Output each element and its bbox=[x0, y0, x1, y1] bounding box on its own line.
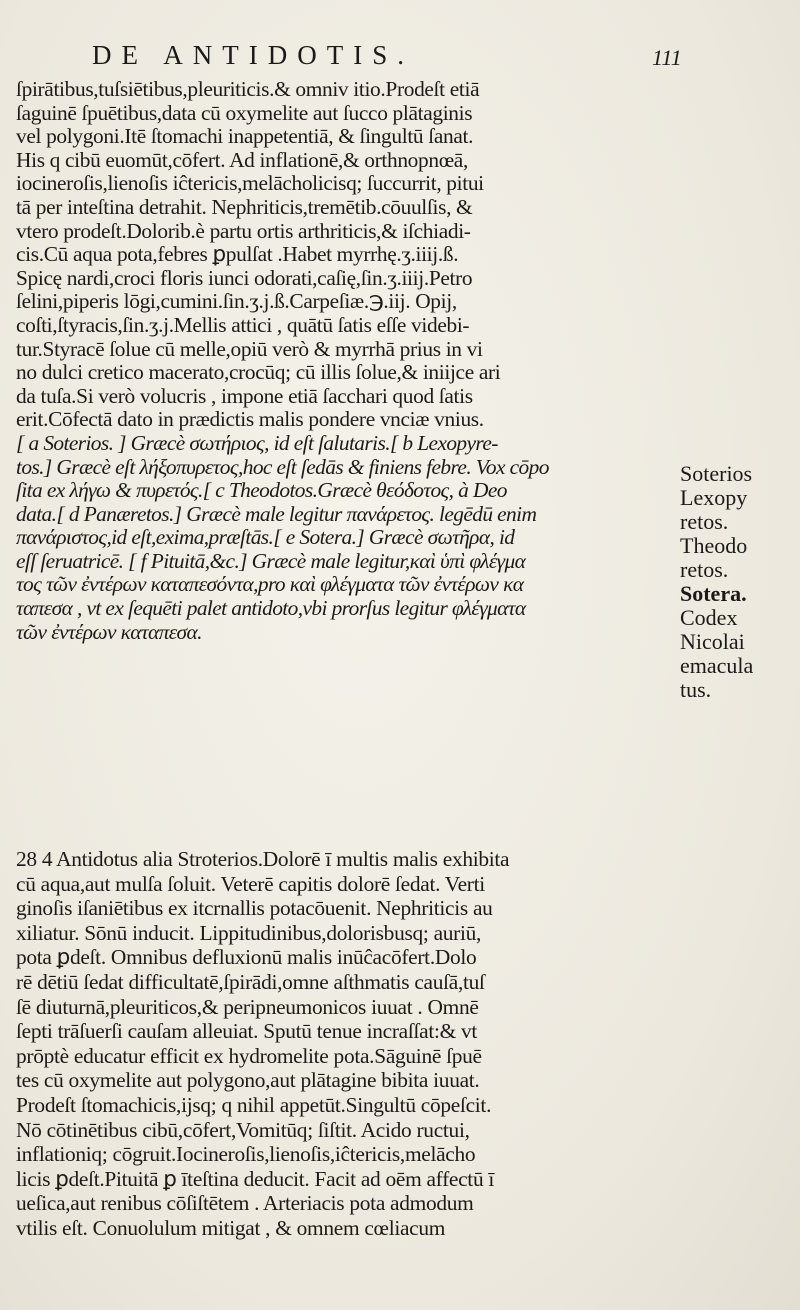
text-line: licis ꝑdeſt.Pituitā ꝑ īteſtina deducit. Facit ad oēm affectū ī bbox=[16, 1166, 495, 1191]
annotation-line: eſſ ſeruatricē. [ f Pituitā,&c.] Græcè male legitur,καὶ ὑπὶ φλέγμα bbox=[16, 549, 526, 573]
text-line: inflationiq; cōgruit.Iocineroſis,lienoſis,iĉtericis,melācho bbox=[16, 1142, 476, 1167]
text-line: tes cū oxymelite aut polygono,aut plātagine bibita iuuat. bbox=[16, 1068, 480, 1093]
margin-note: Sotera. bbox=[680, 581, 747, 606]
text-line: ſē diuturnā,pleuriticos,& peripneumonicos iuuat . Omnē bbox=[16, 994, 479, 1019]
annotation-line: data.[ d Panæretos.] Græcè male legitur πανάρετος. legēdū enim bbox=[16, 502, 537, 526]
text-line: erit.Cōfectā dato in prædictis malis pondere vnciæ vnius. bbox=[16, 408, 484, 432]
page-number: 111 bbox=[652, 45, 682, 70]
text-line: iocineroſis,lienoſis iĉtericis,melācholicisq; ſuccurrit, pitui bbox=[16, 172, 484, 196]
text-line: no dulci cretico macerato,crocūq; cū illis ſolue,& iniijce ari bbox=[16, 361, 501, 385]
annotation-line: ſita ex λήγω & πυρετός.[ c Theodotos.Græcè θεόδοτος, à Deo bbox=[16, 479, 507, 503]
second-antidote-paragraph bbox=[16, 847, 670, 1241]
margin-note: retos. bbox=[680, 509, 729, 534]
text-line: Spicę nardi,croci floris iunci odorati,caſię,ſin.ʒ.iiij.Petro bbox=[16, 266, 473, 290]
text-line: ueſica,aut renibus cōſiſtētem . Arteriacis pota admodum bbox=[16, 1191, 474, 1216]
text-line: vtero prodeſt.Dolorib.è partu ortis arthriticis,& iſchiadi- bbox=[16, 219, 471, 243]
annotation-line: tos.] Græcè eſt λήξοπυρετος,hoc eſt ſedās & finiens febre. Vox cōpo bbox=[16, 455, 549, 479]
main-text-block bbox=[16, 78, 670, 644]
text-line: ginoſis iſaniētibus ex itcrnallis potacōuenit. Nephriticis au bbox=[16, 896, 493, 921]
annotation-line: τος τῶν ἐντέρων καταπεσόντα,pro καὶ φλέγματα τῶν ἐντέρων κα bbox=[16, 573, 524, 597]
text-line: cis.Cū aqua pota,febres ꝑpulſat .Habet myrrhę.ʒ.iiij.ß. bbox=[16, 243, 459, 267]
margin-note: Codex bbox=[680, 605, 738, 630]
text-line: ſaguinē ſpuētibus,data cū oxymelite aut ſucco plātaginis bbox=[16, 101, 473, 125]
margin-note: Theodo bbox=[680, 533, 748, 558]
text-line: coſti,ſtyracis,ſin.ʒ.j.Mellis attici , quātū ſatis eſſe videbi- bbox=[16, 313, 470, 337]
margin-note: Nicolai bbox=[680, 629, 745, 654]
margin-note: emacula bbox=[680, 653, 754, 678]
text-line: 28 4 Antidotus alia Stroterios.Dolorē ī multis malis exhibita bbox=[16, 847, 510, 871]
text-line: ſpirātibus,tuſsiētibus,pleuriticis.& omniv itio.Prodeſt etiā bbox=[16, 78, 480, 101]
margin-note: Soterios bbox=[680, 461, 753, 486]
text-line: prōptè educatur efficit ex hydromelite pota.Sāguinē ſpuē bbox=[16, 1043, 482, 1068]
text-line: ſepti trāſuerſi cauſam alleuiat. Sputū tenue incraſſat:& vt bbox=[16, 1019, 478, 1044]
text-line: Nō cōtinētibus cibū,cōfert,Vomitūq; ſiſtit. Acido ructui, bbox=[16, 1117, 470, 1142]
text-line: pota ꝑdeſt. Omnibus defluxionū malis inūĉacōfert.Dolo bbox=[16, 945, 477, 970]
annotation-line: πανάριστος,id eſt,exima,præſtās.[ e Sotera.] Græcè σωτῆρα, id bbox=[16, 526, 515, 550]
annotation-line: τῶν ἐντέρων καταπεσα. bbox=[16, 620, 202, 644]
text-line: tur.Styracē ſolue cū melle,opiū verò & myrrhā prius in vi bbox=[16, 337, 483, 361]
annotation-line: ταπεσα , vt ex ſequēti palet antidoto,vbi prorſus legitur φλέγματα bbox=[16, 597, 526, 621]
text-line: xiliatur. Sōnū inducit. Lippitudinibus,dolorisbusq; auriū, bbox=[16, 920, 482, 945]
text-line: vtilis eſt. Conuolulum mitigat , & omnem cœliacum bbox=[16, 1215, 446, 1240]
text-line: tā per inteſtina detrahit. Nephriticis,tremētib.cōuulſis, & bbox=[16, 195, 473, 219]
annotation-line: [ a Soterios. ] Græcè σωτήριος, id eſt ſalutaris.[ b Lexopyre- bbox=[16, 431, 498, 455]
text-line: da tuſa.Si verò volucris , impone etiā ſacchari quod ſatis bbox=[16, 384, 473, 408]
text-line: cū aqua,aut mulſa ſoluit. Veterē capitis dolorē ſedat. Verti bbox=[16, 871, 485, 896]
margin-note: Lexopy bbox=[680, 485, 748, 510]
margin-note: retos. bbox=[680, 557, 729, 582]
margin-note: tus. bbox=[680, 677, 712, 702]
text-line: ſelini,piperis lōgi,cumini.ſin.ʒ.j.ß.Carpeſiæ.℈.iij. Opij, bbox=[16, 290, 457, 314]
running-head: DE ANTIDOTIS. bbox=[92, 40, 414, 70]
text-line: rē dētiū ſedat difficultatē,ſpirādi,omne aſthmatis cauſā,tuſ bbox=[16, 969, 485, 994]
text-line: Prodeſt ſtomachicis,ijsq; q nihil appetūt.Singultū cōpeſcit. bbox=[16, 1092, 492, 1117]
text-line: His q cibū euomūt,cōfert. Ad inflationē,& orthnopnœā, bbox=[16, 148, 468, 172]
text-line: vel polygoni.Itē ſtomachi inappetentiā, & ſingultū ſanat. bbox=[16, 125, 474, 149]
